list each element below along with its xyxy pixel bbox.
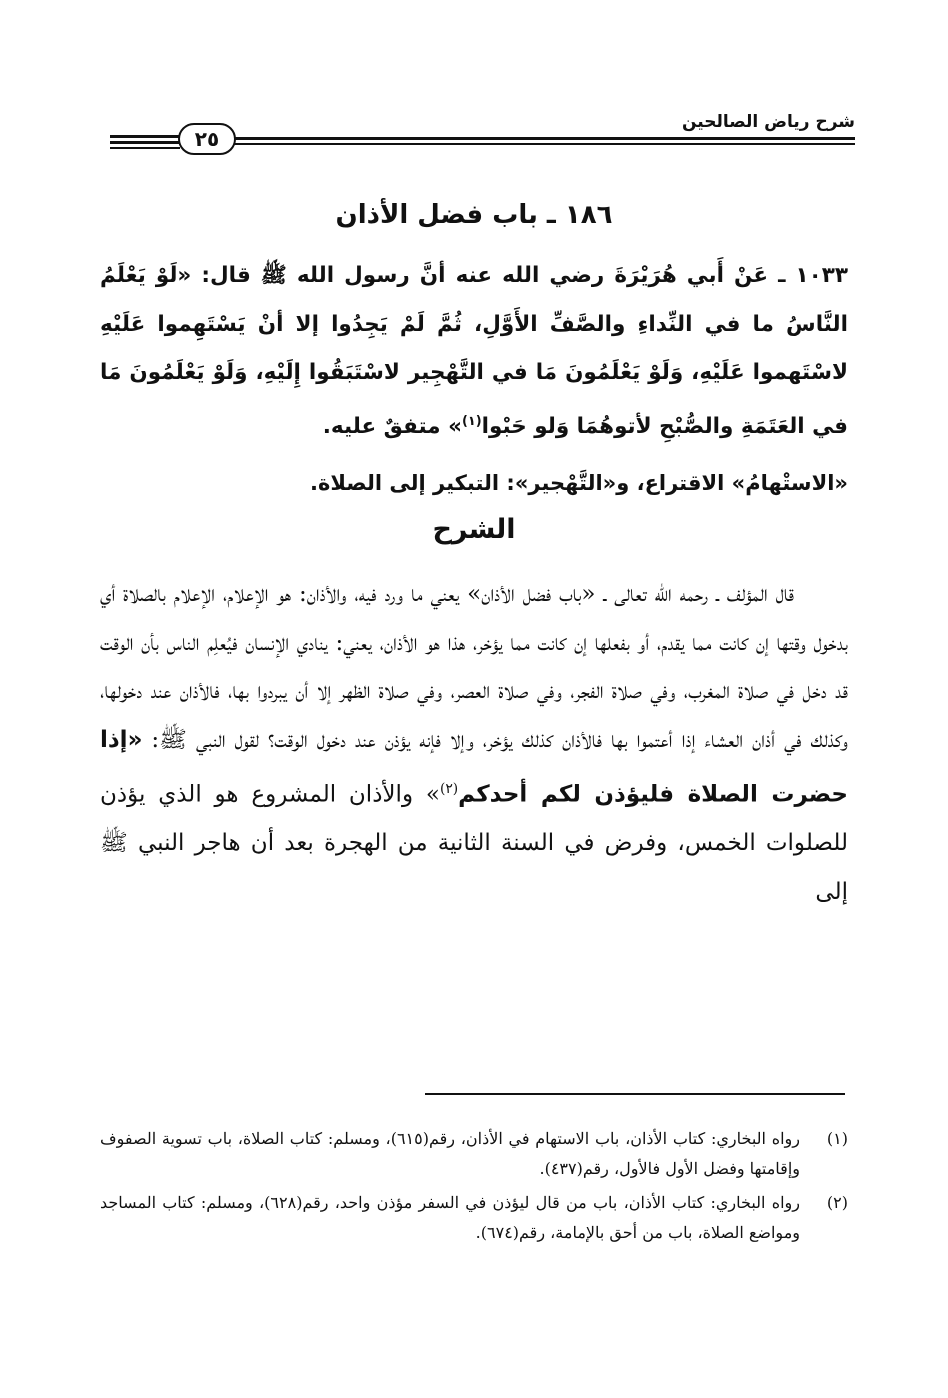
footnotes bbox=[100, 1124, 848, 1252]
footnote-text: رواه البخاري: كتاب الأذان، باب من قال ليؤذن في السفر مؤذن واحد، رقم(٦٢٨)، ومسلم: كتاب المساجد ومواضع الصلاة، باب من أحق بالإمامة، رقم(٦٧٤). bbox=[100, 1193, 800, 1242]
page-number: ٢٥ bbox=[178, 123, 236, 155]
commentary-paragraph bbox=[100, 570, 848, 917]
hadith-quote: «إذا حضرت الصلاة فليؤذن لكم أحدكم bbox=[100, 727, 848, 808]
commentary-text: » والأذان المشروع هو الذي يؤذن للصلوات الخمس، وفرض في السنة الثانية من الهجرة بعد أن هاجر النبي ﷺ إلى bbox=[100, 781, 848, 905]
footnote-number: (٢) bbox=[826, 1193, 848, 1212]
footnote bbox=[100, 1188, 848, 1248]
chapter-title: ١٨٦ ـ باب فضل الأذان bbox=[335, 200, 613, 230]
header-rule-left bbox=[110, 135, 180, 138]
header-rule-left bbox=[110, 141, 180, 144]
header-rule-left bbox=[110, 147, 180, 149]
footnote-separator bbox=[425, 1093, 845, 1095]
hadith-text bbox=[100, 252, 848, 451]
section-title: الشرح bbox=[432, 514, 516, 545]
commentary-text: قال المؤلف ـ رحمه الله تعالى ـ «باب فضل الأذان» يعني ما ورد فيه، والأذان: هو الإعلام، الإعلام بالصلاة أي بدخول وقتها إن كانت مما يقدم، أو بفعلها إن كانت مما يؤخر، هذا هو الأذان، يعني: ينادي الإنسان فيُعلِم الناس بأن الوقت قد دخل في صلاة المغرب، وفي صلاة الفجر، وفي صلاة العصر، وفي صلاة الظهر إلا أن يبردوا بها، فالأذان عند دخولها، وكذلك في أذان العشاء إذا أعتموا بها فالأذان كذلك يؤخر، وإلا فإنه يؤذن عند دخول الوقت؟ لقول النبي ﷺ: bbox=[100, 581, 848, 754]
footnote-marker: (١) bbox=[461, 413, 482, 429]
header-rule bbox=[222, 143, 855, 145]
header-rule bbox=[222, 137, 855, 140]
hadith-body: ١٠٣٣ ـ عَنْ أَبي هُرَيْرَةَ رضي الله عنه أنَّ رسول الله ﷺ قال: «لَوْ يَعْلَمُ النَّاسُ ما في النِّداءِ والصَّفِّ الأَوَّلِ، ثُمَّ لَمْ يَجِدُوا إلا أنْ يَسْتَهِموا عَلَيْهِ لاسْتَهموا عَلَيْهِ، وَلَوْ يَعْلَمُونَ مَا في التَّهْجِير لاسْتَبَقُوا إِلَيْهِ، وَلَوْ يَعْلَمُونَ مَا في العَتَمَةِ والصُّبْحِ لأتوهُمَا وَلو حَبْوا bbox=[100, 263, 848, 439]
gloss-line: «الاستْهامُ» الاقتراع، و«التَّهْجير»: التبكير إلى الصلاة. bbox=[309, 471, 848, 495]
running-title: شرح رياض الصالحين bbox=[681, 112, 855, 132]
commentary bbox=[100, 570, 848, 917]
footnote bbox=[100, 1124, 848, 1184]
footnote-marker: (٢) bbox=[439, 780, 459, 797]
footnote-text: رواه البخاري: كتاب الأذان، باب الاستهام في الأذان، رقم(٦١٥)، ومسلم: كتاب الصلاة، باب تسوية الصفوف وإقامتها وفضل الأول فالأول، رقم(٤٣٧). bbox=[100, 1129, 800, 1178]
hadith-ending: » متفقٌ عليه. bbox=[322, 413, 462, 439]
page-header bbox=[110, 108, 855, 158]
footnote-number: (١) bbox=[826, 1129, 848, 1148]
